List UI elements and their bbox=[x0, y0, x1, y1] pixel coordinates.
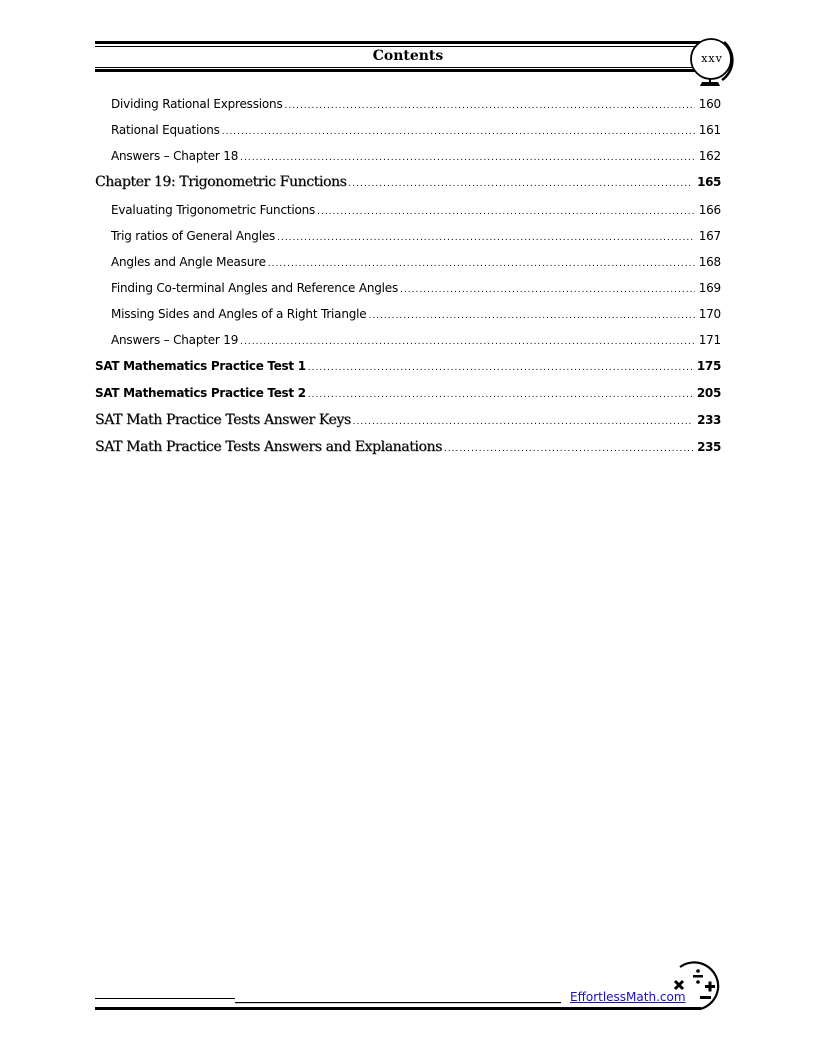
toc-entry-page: 233 bbox=[697, 413, 721, 427]
toc-entry-title: Evaluating Trigonometric Functions bbox=[111, 203, 316, 217]
toc-entry-title: SAT Mathematics Practice Test 1 bbox=[95, 359, 306, 373]
math-operators-logo-icon bbox=[668, 961, 724, 1011]
toc-entry-title: Finding Co-terminal Angles and Reference Angles bbox=[111, 281, 399, 295]
toc-entry[interactable] bbox=[111, 123, 721, 137]
toc-entry-title: Trig ratios of General Angles bbox=[111, 229, 276, 243]
toc-entry-page: 235 bbox=[697, 440, 721, 454]
toc-entry-title: SAT Math Practice Tests Answer Keys bbox=[95, 412, 351, 428]
page-number: xxv bbox=[701, 52, 723, 65]
toc-entry-title: Dividing Rational Expressions bbox=[111, 97, 283, 111]
toc-entry[interactable] bbox=[95, 439, 721, 455]
toc-entry-page: 205 bbox=[696, 386, 721, 400]
toc-entry-title: Missing Sides and Angles of a Right Triangle bbox=[111, 307, 367, 321]
toc-dot-leader bbox=[285, 101, 695, 111]
toc-dot-leader bbox=[268, 259, 695, 269]
toc-entry[interactable] bbox=[111, 229, 721, 243]
toc-entry-title: Answers – Chapter 19 bbox=[111, 333, 239, 347]
toc-dot-leader bbox=[240, 153, 695, 163]
toc-dot-leader bbox=[444, 444, 693, 454]
toc-entry-page: 162 bbox=[698, 149, 721, 163]
toc-entry[interactable] bbox=[111, 149, 721, 163]
toc-entry[interactable] bbox=[111, 97, 721, 111]
toc-dot-leader bbox=[368, 311, 694, 321]
toc-dot-leader bbox=[400, 285, 695, 295]
toc-entry[interactable] bbox=[111, 333, 721, 347]
toc-dot-leader bbox=[317, 207, 695, 217]
toc-entry-page: 167 bbox=[698, 229, 721, 243]
toc-entry-page: 175 bbox=[696, 359, 721, 373]
toc-dot-leader bbox=[240, 337, 695, 347]
toc-entry-title: Rational Equations bbox=[111, 123, 220, 137]
toc-entry-page: 161 bbox=[698, 123, 721, 137]
page-title: Contents bbox=[372, 48, 444, 64]
toc-dot-leader bbox=[277, 233, 695, 243]
toc-entry[interactable] bbox=[95, 174, 721, 190]
toc-dot-leader bbox=[353, 417, 693, 427]
toc-entry-page: 171 bbox=[698, 333, 721, 347]
toc-dot-leader bbox=[308, 390, 693, 400]
toc-entry[interactable] bbox=[95, 412, 721, 428]
toc-entry-title: Chapter 19: Trigonometric Functions bbox=[95, 174, 347, 190]
toc-entry-page: 168 bbox=[698, 255, 721, 269]
toc-entry[interactable] bbox=[111, 255, 721, 269]
toc-dot-leader bbox=[308, 363, 693, 373]
toc-entry-page: 169 bbox=[698, 281, 721, 295]
toc-entry-page: 166 bbox=[698, 203, 721, 217]
toc-entry-title: Answers – Chapter 18 bbox=[111, 149, 239, 163]
toc-entry-title: SAT Math Practice Tests Answers and Explanations bbox=[95, 439, 442, 455]
toc-entry[interactable] bbox=[111, 281, 721, 295]
toc-entry[interactable] bbox=[95, 359, 721, 373]
toc-dot-leader bbox=[348, 179, 693, 189]
toc-entry-page: 165 bbox=[697, 175, 721, 189]
effortlessmath-link[interactable]: EffortlessMath.com bbox=[570, 990, 686, 1004]
toc-entry[interactable] bbox=[95, 386, 721, 400]
toc-entry[interactable] bbox=[111, 307, 721, 321]
toc-entry-title: Angles and Angle Measure bbox=[111, 255, 266, 269]
toc-entry[interactable] bbox=[111, 203, 721, 217]
toc-entry-page: 170 bbox=[698, 307, 721, 321]
toc-entry-page: 160 bbox=[698, 97, 721, 111]
toc-dot-leader bbox=[222, 127, 695, 137]
toc-entry-title: SAT Mathematics Practice Test 2 bbox=[95, 386, 306, 400]
